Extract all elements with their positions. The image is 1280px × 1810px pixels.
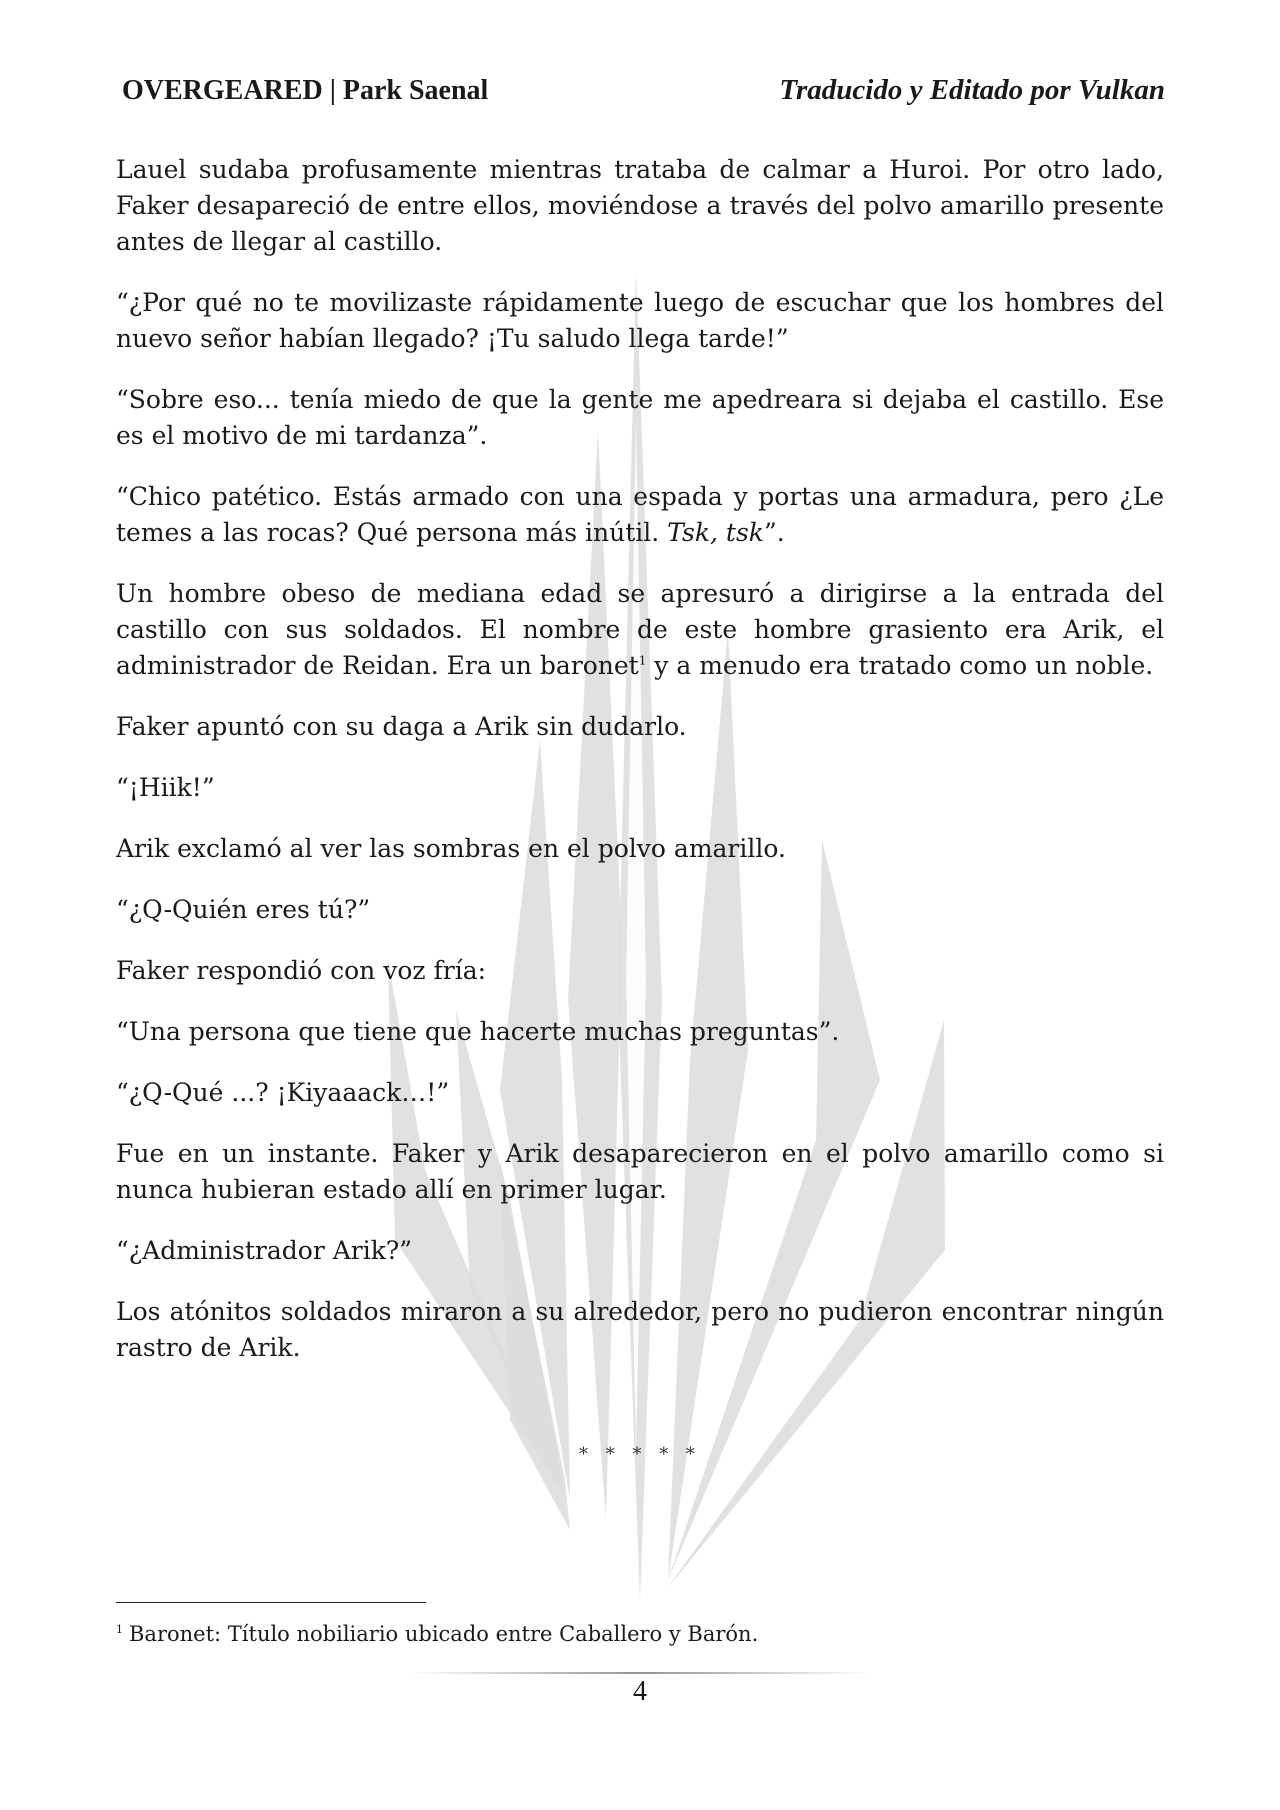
paragraph: “¿Q-Qué ...? ¡Kiyaaack…!”	[116, 1078, 450, 1107]
paragraph: Faker apuntó con su daga a Arik sin dudarlo.	[116, 712, 687, 741]
paragraph: “¿Q-Quién eres tú?”	[116, 895, 371, 924]
paragraph: “¿Por qué no te movilizaste rápidamente luego de escuchar que los hombres del nuevo señor habían llegado? ¡Tu saludo llega tarde!”	[116, 288, 1164, 353]
paragraph: “¿Administrador Arik?”	[116, 1236, 413, 1265]
page-number-divider	[410, 1672, 870, 1674]
paragraph: Lauel sudaba profusamente mientras trataba de calmar a Huroi. Por otro lado, Faker desapareció de entre ellos, moviéndose a través del polvo amarillo presente antes de llegar al castillo.	[116, 155, 1164, 256]
paragraph: Faker respondió con voz fría:	[116, 956, 487, 985]
paragraph	[116, 576, 1164, 684]
footnote	[116, 1620, 758, 1648]
italic-text: Tsk, tsk	[667, 518, 764, 547]
paragraph: Fue en un instante. Faker y Arik desaparecieron en el polvo amarillo como si nunca hubieran estado allí en primer lugar.	[116, 1139, 1164, 1204]
page-header	[122, 74, 1165, 107]
paragraph: “¡Hiik!”	[116, 773, 215, 802]
scene-separator: * * * * *	[579, 1444, 701, 1465]
paragraph-text: Un hombre obeso de mediana edad se apresuró a dirigirse a la entrada del castillo con sus soldados. El nombre de este hombre grasiento era Arik, el administrador de Reidan. Era un baronet	[116, 579, 1164, 680]
paragraph: “Sobre eso... tenía miedo de que la gente me apedreara si dejaba el castillo. Ese es el motivo de mi tardanza”.	[116, 385, 1164, 450]
paragraph	[116, 479, 1164, 551]
paragraph-text: y a menudo era tratado como un noble.	[646, 651, 1154, 680]
footnote-number: 1	[116, 1623, 123, 1636]
chapter-body	[116, 152, 1164, 1391]
paragraph: Los atónitos soldados miraron a su alrededor, pero no pudieron encontrar ningún rastro de Arik.	[116, 1297, 1164, 1362]
footnote-reference[interactable]: 1	[638, 653, 647, 668]
paragraph: Arik exclamó al ver las sombras en el polvo amarillo.	[116, 834, 786, 863]
page-number: 4	[633, 1676, 647, 1707]
footnote-text: Baronet: Título nobiliario ubicado entre Caballero y Barón.	[129, 1622, 759, 1646]
paragraph-text: ”.	[763, 518, 785, 547]
translator-credit: Traducido y Editado por Vulkan	[779, 74, 1165, 106]
paragraph-text: “Chico patético. Estás armado con una espada y portas una armadura, pero ¿Le temes a las rocas? Qué persona más inútil.	[116, 482, 1164, 547]
footnote-divider	[116, 1602, 426, 1603]
book-title: OVERGEARED | Park Saenal	[122, 75, 489, 106]
paragraph: “Una persona que tiene que hacerte muchas preguntas”.	[116, 1017, 840, 1046]
